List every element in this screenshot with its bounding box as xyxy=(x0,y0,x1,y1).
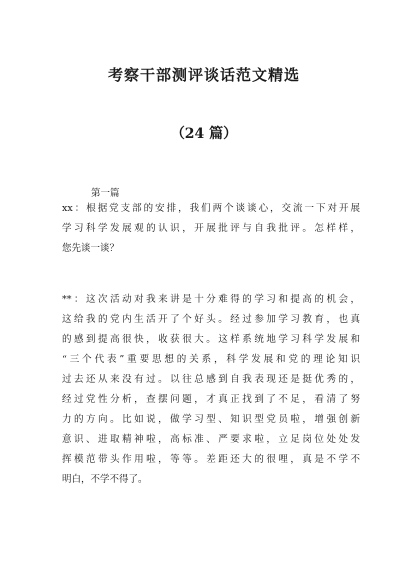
paragraph-line: xx：根据党支部的安排，我们两个谈谈心，交流一下对开展 xyxy=(62,203,360,214)
paragraph-response xyxy=(62,290,360,490)
paragraph-line: “三个代表”重要思想的关系，科学发展和党的理论知识 xyxy=(62,354,360,365)
paragraph-line: 学习科学发展观的认识，开展批评与自我批评。怎样样， xyxy=(62,223,360,234)
paragraph-line: **：这次活动对我来讲是十分难得的学习和提高的机会， xyxy=(62,294,360,305)
paragraph-line: 明白，不学不得了。 xyxy=(62,474,148,485)
paragraph-line: 这给我的党内生活开了个好头。经过参加学习教育，也真 xyxy=(62,314,360,325)
paragraph-intro xyxy=(62,199,360,259)
document-title: 考察干部测评谈话范文精选 xyxy=(107,66,300,84)
paragraph-line: 力的方向。比如说，做学习型、知识型党员啦，增强创新 xyxy=(62,414,360,425)
paragraph-line: 意识、进取精神啦，高标准、严要求啦，立足岗位处处发 xyxy=(62,434,360,445)
paragraph-line: 挥模范带头作用啦，等等。差距还大的很哩，真是不学不 xyxy=(62,454,360,465)
paragraph-line: 过去还从来没有过。以往总感到自我表现还是挺优秀的， xyxy=(62,374,360,385)
paragraph-line: 您先谈一谈？ xyxy=(62,243,120,254)
paragraph-line: 的感到提高很快，收获很大。这样系统地学习科学发展和 xyxy=(62,334,360,345)
paragraph-line: 经过党性分析，查摆问题，才真正找到了不足，看清了努 xyxy=(62,394,360,405)
document-subtitle: （24 篇） xyxy=(170,126,238,142)
section-heading: 第一篇 xyxy=(91,188,120,199)
